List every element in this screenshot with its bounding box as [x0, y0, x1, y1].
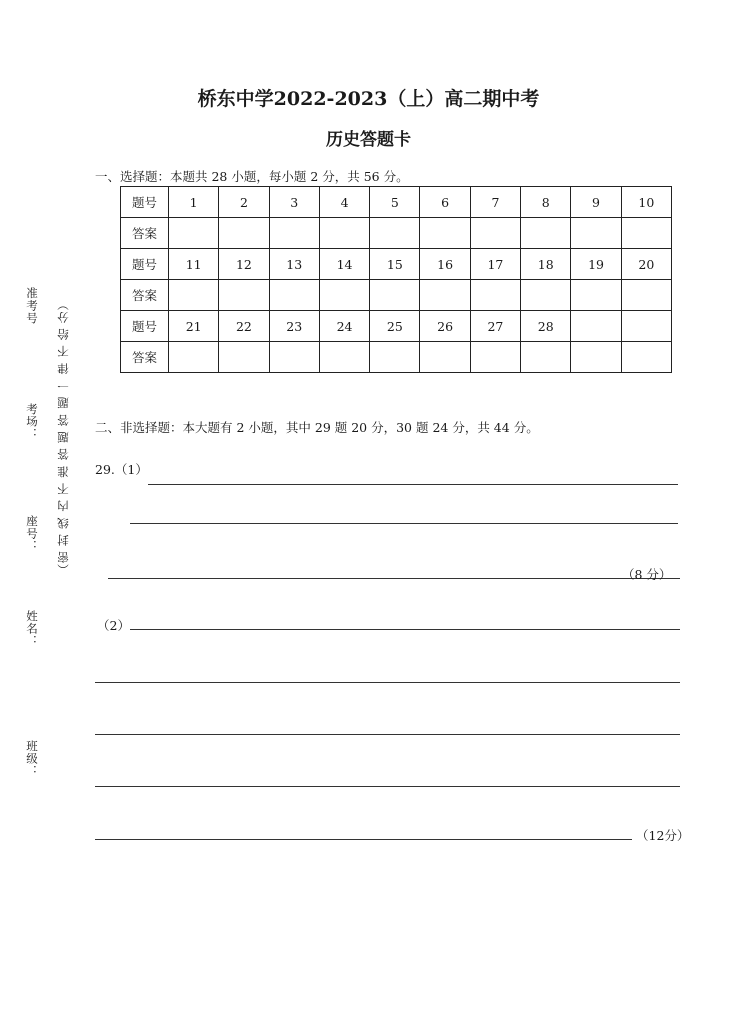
- q29-part2-score: （12分）: [636, 828, 690, 843]
- answer-cell[interactable]: [571, 280, 621, 311]
- answer-cell[interactable]: [370, 218, 420, 249]
- answer-cell[interactable]: [269, 342, 319, 373]
- answer-cell[interactable]: [269, 280, 319, 311]
- answer-line[interactable]: [95, 839, 632, 840]
- answer-cell[interactable]: [621, 280, 671, 311]
- question-number-cell: 26: [420, 311, 470, 342]
- answer-cell[interactable]: [370, 342, 420, 373]
- question-number-cell: [621, 311, 671, 342]
- question-number-cell: 15: [370, 249, 420, 280]
- question-number-cell: 7: [470, 187, 520, 218]
- question-number-cell: 9: [571, 187, 621, 218]
- number-row: [121, 311, 672, 342]
- answer-cell[interactable]: [319, 218, 369, 249]
- answer-cell[interactable]: [269, 218, 319, 249]
- question-number-cell: 8: [521, 187, 571, 218]
- answer-row: [121, 218, 672, 249]
- answer-cell[interactable]: [521, 280, 571, 311]
- answer-line[interactable]: [148, 484, 678, 485]
- seal-line-notice: （密 封 线 内 不 准 答 题 答 题 一 律 不 给 分）: [56, 298, 70, 576]
- question-number-cell: 13: [269, 249, 319, 280]
- answer-cell[interactable]: [521, 218, 571, 249]
- question-number-cell: 1: [169, 187, 219, 218]
- answer-row: [121, 342, 672, 373]
- answer-cell[interactable]: [319, 280, 369, 311]
- q29-part1-label: 29.（1）: [95, 462, 148, 477]
- answer-line[interactable]: [130, 629, 680, 630]
- answer-cell[interactable]: [219, 280, 269, 311]
- answer-grid: [120, 186, 672, 373]
- answer-label: 答案: [121, 342, 169, 373]
- answer-cell[interactable]: [470, 342, 520, 373]
- exam-room-label: 考场：: [25, 403, 39, 441]
- answer-cell[interactable]: [470, 218, 520, 249]
- question-number-cell: 27: [470, 311, 520, 342]
- question-number-cell: 19: [571, 249, 621, 280]
- answer-line[interactable]: [95, 734, 680, 735]
- question-number-cell: 23: [269, 311, 319, 342]
- answer-cell[interactable]: [370, 280, 420, 311]
- question-number-cell: 18: [521, 249, 571, 280]
- answer-cell[interactable]: [521, 342, 571, 373]
- admission-number-label: 准考号: [25, 287, 39, 325]
- answer-cell[interactable]: [571, 342, 621, 373]
- section1-heading: 一、选择题：本题共 28 小题，每小题 2 分，共 56 分。: [95, 169, 409, 184]
- answer-cell[interactable]: [169, 218, 219, 249]
- page-title: 桥东中学2022-2023（上）高二期中考: [197, 88, 540, 110]
- answer-cell[interactable]: [219, 342, 269, 373]
- answer-cell[interactable]: [319, 342, 369, 373]
- number-row: [121, 187, 672, 218]
- answer-cell[interactable]: [420, 280, 470, 311]
- answer-line[interactable]: [95, 786, 680, 787]
- question-number-label: 题号: [121, 187, 169, 218]
- question-number-cell: 11: [169, 249, 219, 280]
- question-number-cell: 24: [319, 311, 369, 342]
- answer-cell[interactable]: [621, 342, 671, 373]
- question-number-cell: 20: [621, 249, 671, 280]
- answer-cell[interactable]: [420, 218, 470, 249]
- q29-part1-score: （8 分）: [622, 567, 672, 582]
- question-number-label: 题号: [121, 249, 169, 280]
- answer-cell[interactable]: [621, 218, 671, 249]
- answer-cell[interactable]: [169, 342, 219, 373]
- question-number-cell: 6: [420, 187, 470, 218]
- answer-label: 答案: [121, 280, 169, 311]
- answer-line[interactable]: [108, 578, 680, 579]
- question-number-cell: [571, 311, 621, 342]
- seat-number-label: 座号：: [25, 515, 39, 553]
- answer-row: [121, 280, 672, 311]
- question-number-cell: 25: [370, 311, 420, 342]
- answer-cell[interactable]: [420, 342, 470, 373]
- question-number-cell: 21: [169, 311, 219, 342]
- answer-cell[interactable]: [169, 280, 219, 311]
- q29-part2-label: （2）: [97, 618, 130, 633]
- answer-line[interactable]: [95, 682, 680, 683]
- page-subtitle: 历史答题卡: [326, 130, 411, 150]
- question-number-cell: 16: [420, 249, 470, 280]
- section2-heading: 二、非选择题：本大题有 2 小题，其中 29 题 20 分，30 题 24 分，共 44 分。: [95, 420, 539, 435]
- student-name-label: 姓名：: [25, 610, 39, 648]
- answer-label: 答案: [121, 218, 169, 249]
- answer-cell[interactable]: [470, 280, 520, 311]
- question-number-cell: 22: [219, 311, 269, 342]
- question-number-cell: 5: [370, 187, 420, 218]
- question-number-cell: 28: [521, 311, 571, 342]
- question-number-cell: 4: [319, 187, 369, 218]
- class-label: 班级：: [25, 740, 39, 778]
- answer-line[interactable]: [130, 523, 678, 524]
- question-number-cell: 17: [470, 249, 520, 280]
- question-number-cell: 3: [269, 187, 319, 218]
- question-number-cell: 10: [621, 187, 671, 218]
- question-number-label: 题号: [121, 311, 169, 342]
- answer-cell[interactable]: [571, 218, 621, 249]
- number-row: [121, 249, 672, 280]
- question-number-cell: 12: [219, 249, 269, 280]
- question-number-cell: 2: [219, 187, 269, 218]
- answer-cell[interactable]: [219, 218, 269, 249]
- question-number-cell: 14: [319, 249, 369, 280]
